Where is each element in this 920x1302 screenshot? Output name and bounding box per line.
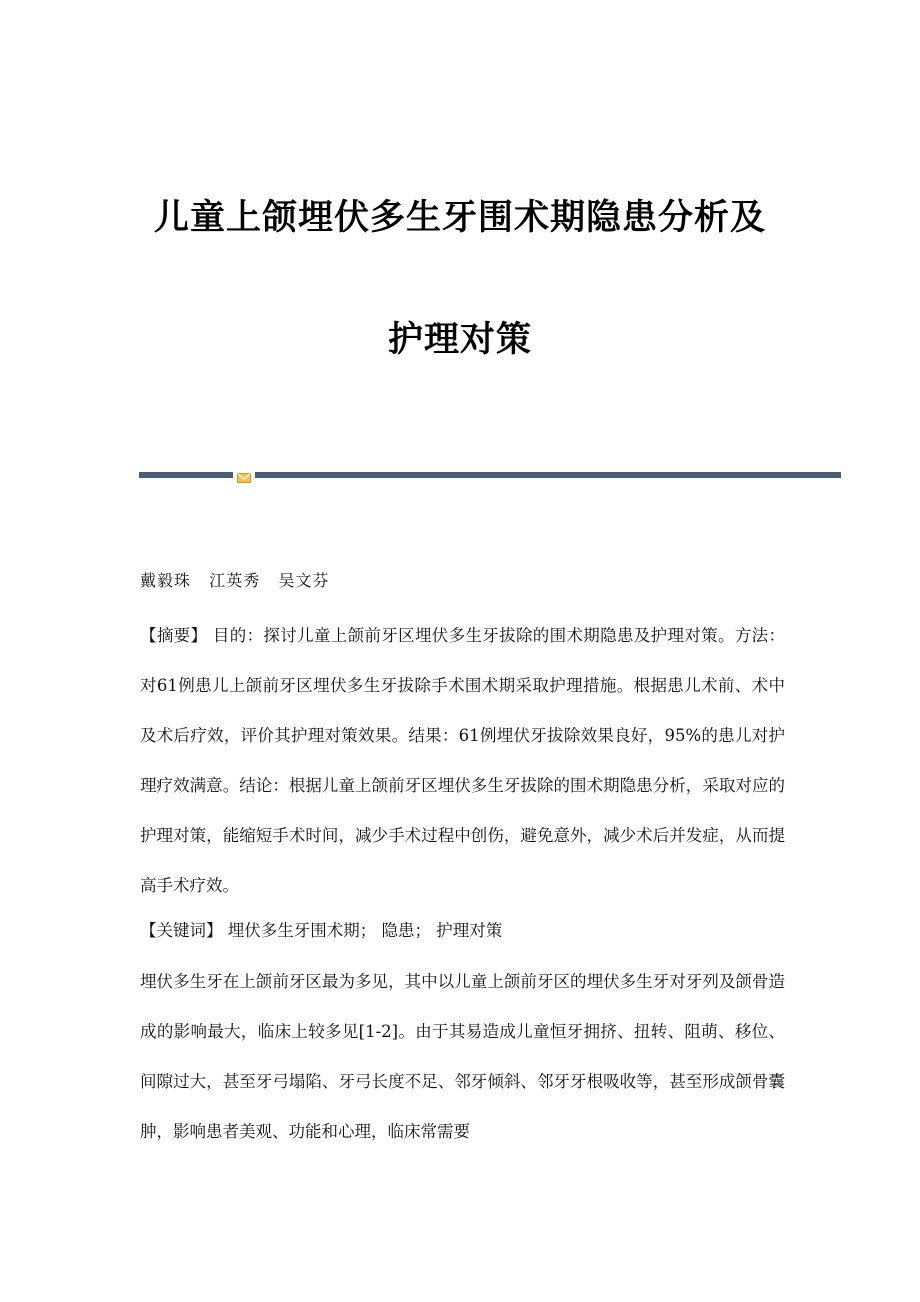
keywords — [140, 906, 785, 956]
abstract-label: 【摘要】 — [140, 626, 208, 645]
title-divider — [139, 469, 841, 481]
keywords-text: 埋伏多生牙围术期； 隐患； 护理对策 — [222, 921, 503, 940]
keywords-label: 【关键词】 — [140, 921, 223, 940]
abstract-text: 目的：探讨儿童上颌前牙区埋伏多生牙拔除的围术期隐患及护理对策。方法：对61例患儿上颌前牙区埋伏多生牙拔除手术围术期采取护理措施。根据患儿术前、术中及术后疗效，评价其护理对策效果。结果：61例埋伏牙拔除效果良好，95%的患儿对护理疗效满意。结论：根据儿童上颌前牙区埋伏多生牙拔除的围术期隐患分析，采取对应的护理对策，能缩短手术时间，减少手术过程中创伤，避免意外，减少术后并发症，从而提高手术疗效。 — [140, 626, 785, 895]
body-paragraph: 埋伏多生牙在上颌前牙区最为多见，其中以儿童上颌前牙区的埋伏多生牙对牙列及颌骨造成的影响最大，临床上较多见[1-2]。由于其易造成儿童恒牙拥挤、扭转、阻萌、移位、间隙过大，甚至牙弓塌陷、牙弓长度不足、邻牙倾斜、邻牙牙根吸收等，甚至形成颌骨囊肿，影响患者美观、功能和心理，临床常需要 — [140, 972, 785, 1141]
title-line-1: 儿童上颌埋伏多生牙围术期隐患分析及 — [153, 198, 766, 238]
title-line-2: 护理对策 — [387, 320, 532, 360]
envelope-icon — [237, 469, 251, 481]
abstract — [140, 611, 785, 911]
divider-bar-left — [139, 472, 233, 478]
author-list: 戴毅珠 江英秀 吴文芬 — [140, 571, 330, 590]
divider-bar-right — [255, 472, 841, 478]
